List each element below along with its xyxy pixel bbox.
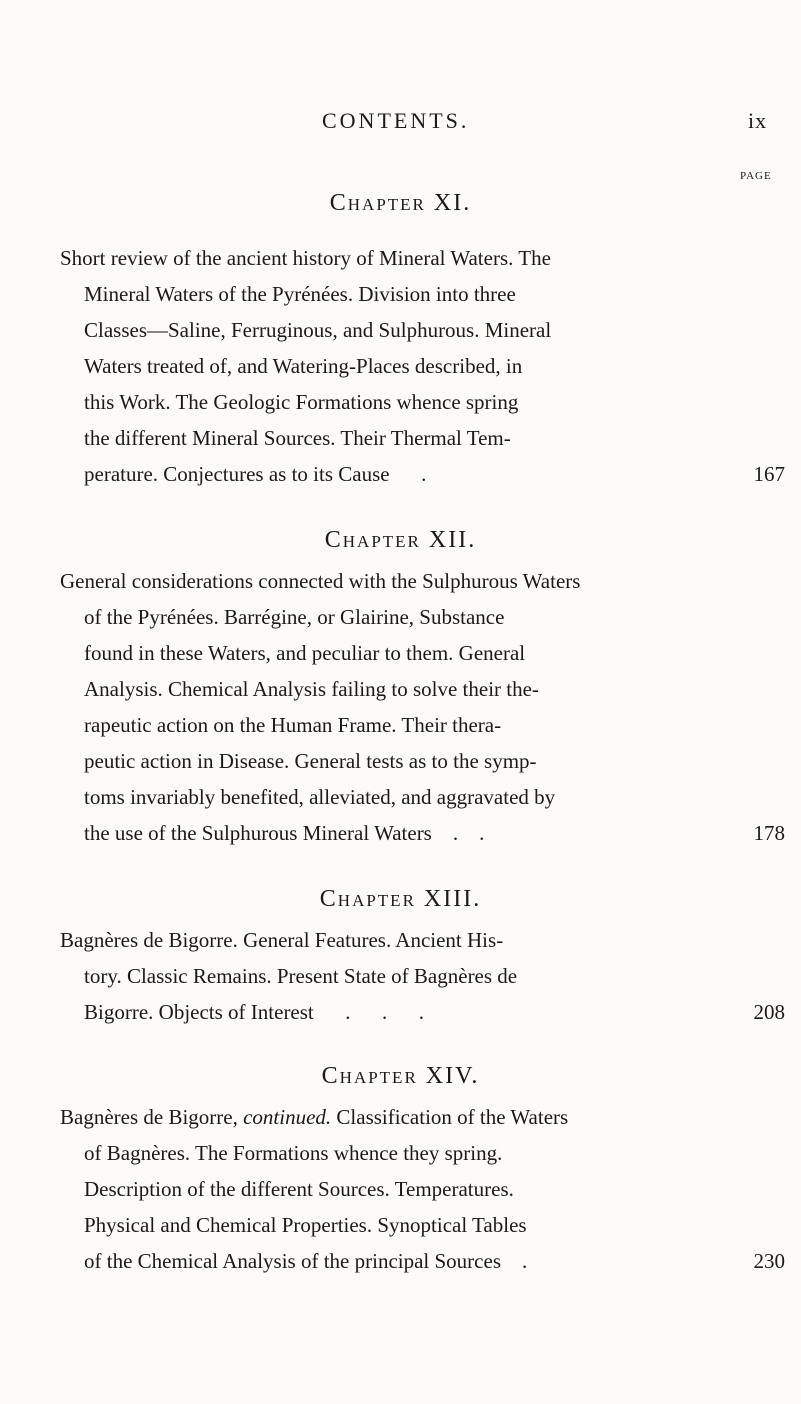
toc-entry (60, 922, 785, 1030)
entry-line (60, 815, 785, 851)
entry-line-italic: continued. (243, 1105, 332, 1129)
page-number: 167 (753, 462, 785, 486)
entry-line-text: Bagnères de Bigorre, (60, 1105, 244, 1129)
folio-number: ix (748, 108, 768, 133)
entry-line (60, 1243, 785, 1279)
running-head-title: CONTENTS. (322, 108, 470, 133)
entry-line: General considerations connected with the Sulphurous Waters (60, 569, 581, 593)
page-column-label: PAGE (740, 170, 772, 182)
entry-line: peutic action in Disease. General tests as to the symp- (84, 749, 537, 773)
entry-line (60, 994, 785, 1030)
chapter-heading: Chapter XIII. (319, 886, 482, 912)
page-number: 208 (753, 1000, 785, 1024)
toc-entry (60, 563, 785, 851)
entry-line-text: the use of the Sulphurous Mineral Waters . . (84, 821, 485, 845)
entry-line: Waters treated of, and Watering-Places described, in (84, 354, 523, 378)
chapter-heading: Chapter XIV. (321, 1063, 480, 1089)
entry-line: Analysis. Chemical Analysis failing to solve their the- (84, 677, 539, 701)
entry-line: tory. Classic Remains. Present State of Bagnères de (84, 964, 518, 988)
entry-line: rapeutic action on the Human Frame. Their thera- (84, 713, 502, 737)
entry-line: of Bagnères. The Formations whence they spring. (84, 1141, 503, 1165)
entry-line (60, 456, 785, 492)
entry-line: Bagnères de Bigorre. General Features. Ancient His- (60, 928, 504, 952)
entry-line-text: perature. Conjectures as to its Cause . (84, 462, 427, 486)
entry-line: Physical and Chemical Properties. Synoptical Tables (84, 1213, 527, 1237)
chapter-heading: Chapter XII. (324, 527, 477, 553)
entry-line: Mineral Waters of the Pyrénées. Division into three (84, 282, 516, 306)
entry-line-text: Bigorre. Objects of Interest . . . (84, 1000, 425, 1024)
entry-line: this Work. The Geologic Formations whence spring (84, 390, 519, 414)
entry-line: of the Pyrénées. Barrégine, or Glairine, Substance (84, 605, 505, 629)
page-number: 178 (753, 821, 785, 845)
entry-line: Description of the different Sources. Temperatures. (84, 1177, 514, 1201)
entry-line: found in these Waters, and peculiar to them. General (84, 641, 526, 665)
entry-line: Classes—Saline, Ferruginous, and Sulphurous. Mineral (84, 318, 552, 342)
entry-line (60, 1099, 785, 1135)
toc-entry (60, 240, 785, 492)
entry-line-text: Classification of the Waters (331, 1105, 569, 1129)
entry-line-text: of the Chemical Analysis of the principal Sources . (84, 1249, 528, 1273)
entry-line: the different Mineral Sources. Their Thermal Tem- (84, 426, 511, 450)
page-number: 230 (753, 1249, 785, 1273)
toc-entry (60, 1099, 785, 1279)
entry-line: Short review of the ancient history of Mineral Waters. The (60, 246, 551, 270)
chapter-heading: Chapter XI. (329, 190, 472, 216)
entry-line: toms invariably benefited, alleviated, and aggravated by (84, 785, 556, 809)
